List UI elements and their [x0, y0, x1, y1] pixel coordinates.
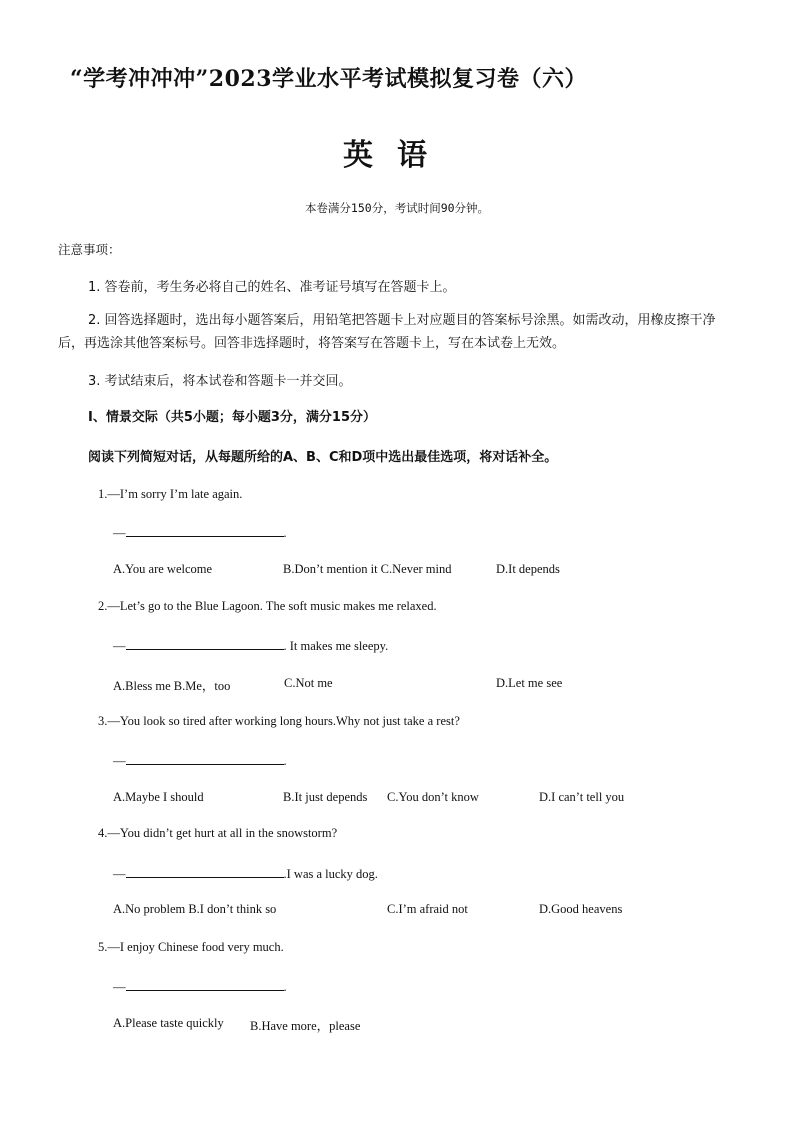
q5-option-a: A.Please taste quickly	[113, 1016, 224, 1030]
blank-suffix: .	[283, 980, 287, 994]
q1-option-d: D.It depends	[496, 562, 560, 576]
section-instruction: 阅读下列简短对话，从每题所给的A、B、C和D项中选出最佳选项，将对话补全。	[88, 450, 558, 465]
subject-heading: 英语	[343, 138, 451, 173]
note-item-1: 1. 答卷前，考生务必将自己的姓名、准考证号填写在答题卡上。	[88, 280, 456, 295]
q3-option-d: D.I can’t tell you	[539, 790, 625, 804]
q1-option-a: A.You are welcome	[113, 562, 213, 576]
question-3-prompt: 3.—You look so tired after working long hours.Why not just take a rest?	[98, 714, 460, 728]
blank-suffix: .	[283, 754, 287, 768]
section-title: I、情景交际（共5小题；每小题3分，满分15分）	[88, 410, 377, 425]
question-2-prompt: 2.—Let’s go to the Blue Lagoon. The soft music makes me relaxed.	[98, 599, 437, 613]
question-2-answer-line	[113, 637, 388, 654]
answer-blank	[126, 637, 284, 650]
question-5-prompt: 5.—I enjoy Chinese food very much.	[98, 940, 284, 954]
q3-option-b: B.It just depends	[283, 790, 368, 804]
blank-suffix: .I was a lucky dog.	[283, 867, 378, 881]
dash: —	[113, 639, 126, 653]
note-item-3: 3. 考试结束后，将本试卷和答题卡一并交回。	[88, 374, 352, 389]
q2-option-c: C.Not me	[284, 676, 333, 690]
blank-suffix: .	[283, 526, 287, 540]
q5-option-b: B.Have more，please	[250, 1019, 361, 1033]
question-3-answer-line	[113, 752, 287, 769]
answer-blank	[126, 865, 284, 878]
dash: —	[113, 526, 126, 540]
question-5-answer-line	[113, 978, 287, 995]
q4-option-ab: A.No problem B.I don’t think so	[113, 902, 277, 916]
q4-option-d: D.Good heavens	[539, 902, 623, 916]
answer-blank	[126, 978, 284, 991]
notes-heading: 注意事项：	[58, 242, 121, 257]
q3-option-c: C.You don’t know	[387, 790, 479, 804]
q4-option-c: C.I’m afraid not	[387, 902, 468, 916]
answer-blank	[126, 524, 284, 537]
question-4-prompt: 4.—You didn’t get hurt at all in the snowstorm?	[98, 826, 338, 840]
exam-title: “学考冲冲冲”2023学业水平考试模拟复习卷（六）	[70, 66, 588, 92]
blank-suffix: . It makes me sleepy.	[283, 639, 389, 653]
q1-option-bc: B.Don’t mention it C.Never mind	[283, 562, 452, 576]
answer-blank	[126, 752, 284, 765]
question-1-prompt: 1.—I’m sorry I’m late again.	[98, 487, 243, 501]
exam-info: 本卷满分150分，考试时间90分钟。	[304, 201, 490, 215]
q2-option-d: D.Let me see	[496, 676, 563, 690]
dash: —	[113, 980, 126, 994]
dash: —	[113, 867, 126, 881]
question-1-answer-line	[113, 524, 287, 541]
question-4-answer-line	[113, 865, 378, 882]
dash: —	[113, 754, 126, 768]
q3-option-a: A.Maybe I should	[113, 790, 204, 804]
note-item-2: 2. 回答选择题时，选出每小题答案后，用铅笔把答题卡上对应题目的答案标号涂黑。如需改动，用橡皮擦干净后，再选涂其他答案标号。回答非选择题时，将答案写在答题卡上，写在本试卷上无效。	[58, 313, 716, 351]
q2-option-ab: A.Bless me B.Me，too	[113, 679, 231, 693]
